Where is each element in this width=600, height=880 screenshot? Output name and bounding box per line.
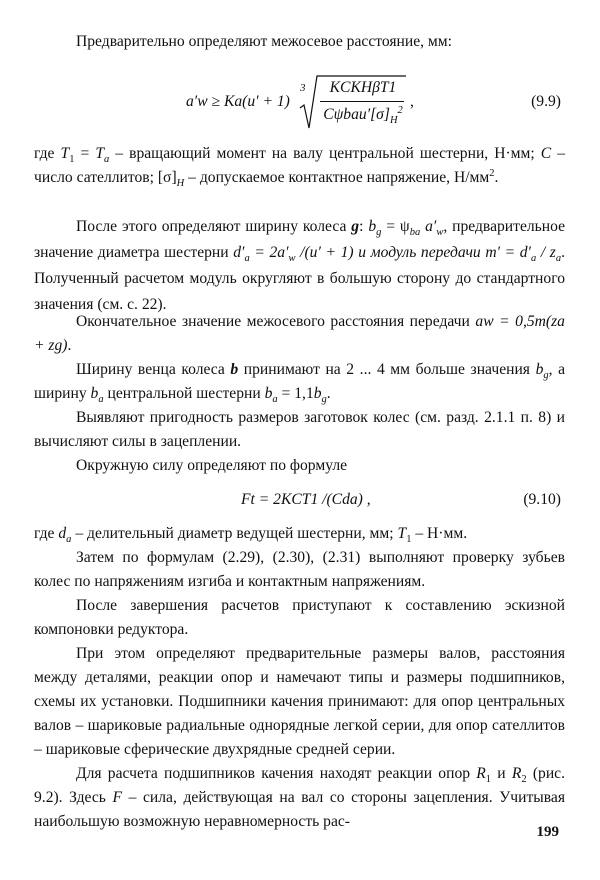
paragraph-intro xyxy=(34,30,565,54)
paragraph-wheel-width: После этого определяют ширину колеса g: $b_g = \psi_{ba}$ $a'_w$, предварительное значение диаметра шестерни $d'_a = 2a'_w$ /(u′ + 1) и модуль передачи $m' = d'_a / z_a$. Полученный расчетом модуль округляют в большую сторону до стандартного значения (см. с. 22). xyxy=(34,218,566,313)
fraction-bar xyxy=(320,101,404,102)
paragraph-check: Затем по формулам (2.29), (2.30), (2.31) выполняют проверку зубьев колес по напряжениям изгиба и контактным напряжениям. xyxy=(34,549,565,590)
final-distance-formula: aw = 0,5m(za + zg) xyxy=(34,313,565,354)
paragraph-force-intro: Окружную силу определяют по формуле xyxy=(76,457,348,474)
equation-9-9-denominator: $C\psi bau'[\sigma]_H^2$ xyxy=(323,104,403,127)
paragraph-sketch: После завершения расчетов приступают к составлению эскизной компоновки редуктора. xyxy=(34,597,565,638)
paragraph-reactions: Для расчета подшипников качения находят реакции опор $R_1$ и $R_2$ (рис. 9.2). Здесь F – сила, действующая на вал со стороны зацепления. Учитывая наибольшую возможную неравномерность рас- xyxy=(34,765,565,830)
equation-9-9 xyxy=(0,70,600,136)
equation-9-9-lhs: a′w ≥ Ka(u′ + 1) xyxy=(186,93,290,110)
root-index: 3 xyxy=(300,82,306,94)
equation-9-10-body: Ft = 2KCT1 /(Cda) , xyxy=(241,491,371,508)
equation-9-9-numerator: KCKHβT1 xyxy=(329,79,397,96)
paragraph-blanks: Выявляют пригодность размеров заготовок колес (см. разд. 2.1.1 п. 8) и вычисляют силы в зацеплении. xyxy=(34,409,565,450)
equation-number-9-9: (9.9) xyxy=(531,93,561,110)
equation-number-9-10: (9.10) xyxy=(523,491,561,508)
paragraph-bearings: При этом определяют предварительные размеры валов, расстояния между деталями, реакции опор и намечают типы и размеры подшипников, схемы их установки. Подшипники качения принимают: для опор центральных валов – шариковые радиальные однорядные легкой серии, для опор сателлитов – шариковые сферические двухрядные средней серии. xyxy=(34,645,565,758)
intro-text: Предварительно определяют межосевое расстояние, мм: xyxy=(76,33,452,50)
paragraph-final-distance: Окончательное значение межосевого расстояния передачи aw = 0,5m(za + zg). xyxy=(34,313,565,354)
page-number: 199 xyxy=(536,824,559,840)
paragraph-diameter-def: где $d_a$ – делительный диаметр ведущей шестерни, мм; $T_1 - Н\cdot мм$. xyxy=(34,525,468,546)
paragraph-definitions: где $T_1 = T_a$ – вращающий момент на валу центральной шестерни, Н·мм; C – число сателлитов; $[\sigma]_H$ – допускаемое контактное напряжение, $Н/мм^2$. xyxy=(34,145,566,190)
equation-9-10 xyxy=(0,486,600,514)
equation-9-9-comma: , xyxy=(410,93,414,110)
paragraph-rim-width: Ширину венца колеса b принимают на 2 ... 4 мм больше значения $b_g$, а ширину $b_a$ центральной шестерни $b_a = 1,1b_g$. xyxy=(34,361,566,406)
